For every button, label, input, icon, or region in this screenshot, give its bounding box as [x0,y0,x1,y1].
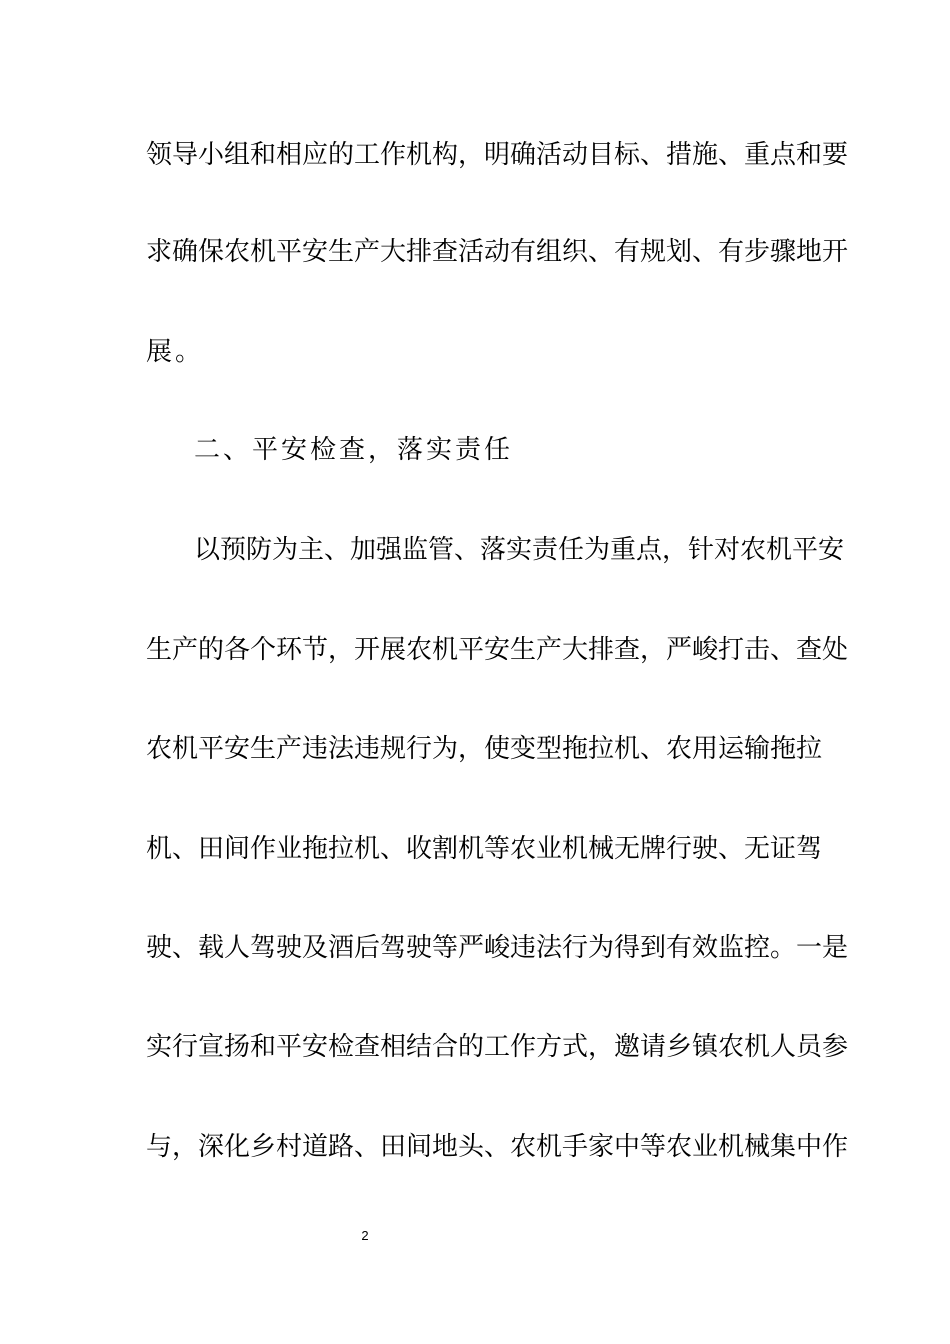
paragraph-2-line-3: 农机平安生产违法违规行为，使变型拖拉机、农用运输拖拉 [146,734,823,764]
paragraph-2-line-6: 实行宣扬和平安检查相结合的工作方式，邀请乡镇农机人员参 [146,1032,849,1062]
paragraph-2-line-7: 与，深化乡村道路、田间地头、农机手家中等农业机械集中作 [146,1132,849,1162]
paragraph-2-line-5: 驶、载人驾驶及酒后驾驶等严峻违法行为得到有效监控。一是 [146,933,849,963]
paragraph-2-line-1: 以预防为主、加强监管、落实责任为重点，针对农机平安 [194,535,845,565]
paragraph-2-line-2: 生产的各个环节，开展农机平安生产大排查，严峻打击、查处 [146,635,849,665]
paragraph-1-line-3: 展。 [146,337,205,367]
paragraph-1-line-2: 求确保农机平安生产大排查活动有组织、有规划、有步骤地开 [146,237,849,267]
page-number: 2 [361,1228,369,1243]
paragraph-1-line-1: 领导小组和相应的工作机构，明确活动目标、措施、重点和要 [146,140,849,170]
paragraph-2-line-4: 机、田间作业拖拉机、收割机等农业机械无牌行驶、无证驾 [146,834,823,864]
section-heading: 二、平安检查，落实责任 [194,435,514,465]
